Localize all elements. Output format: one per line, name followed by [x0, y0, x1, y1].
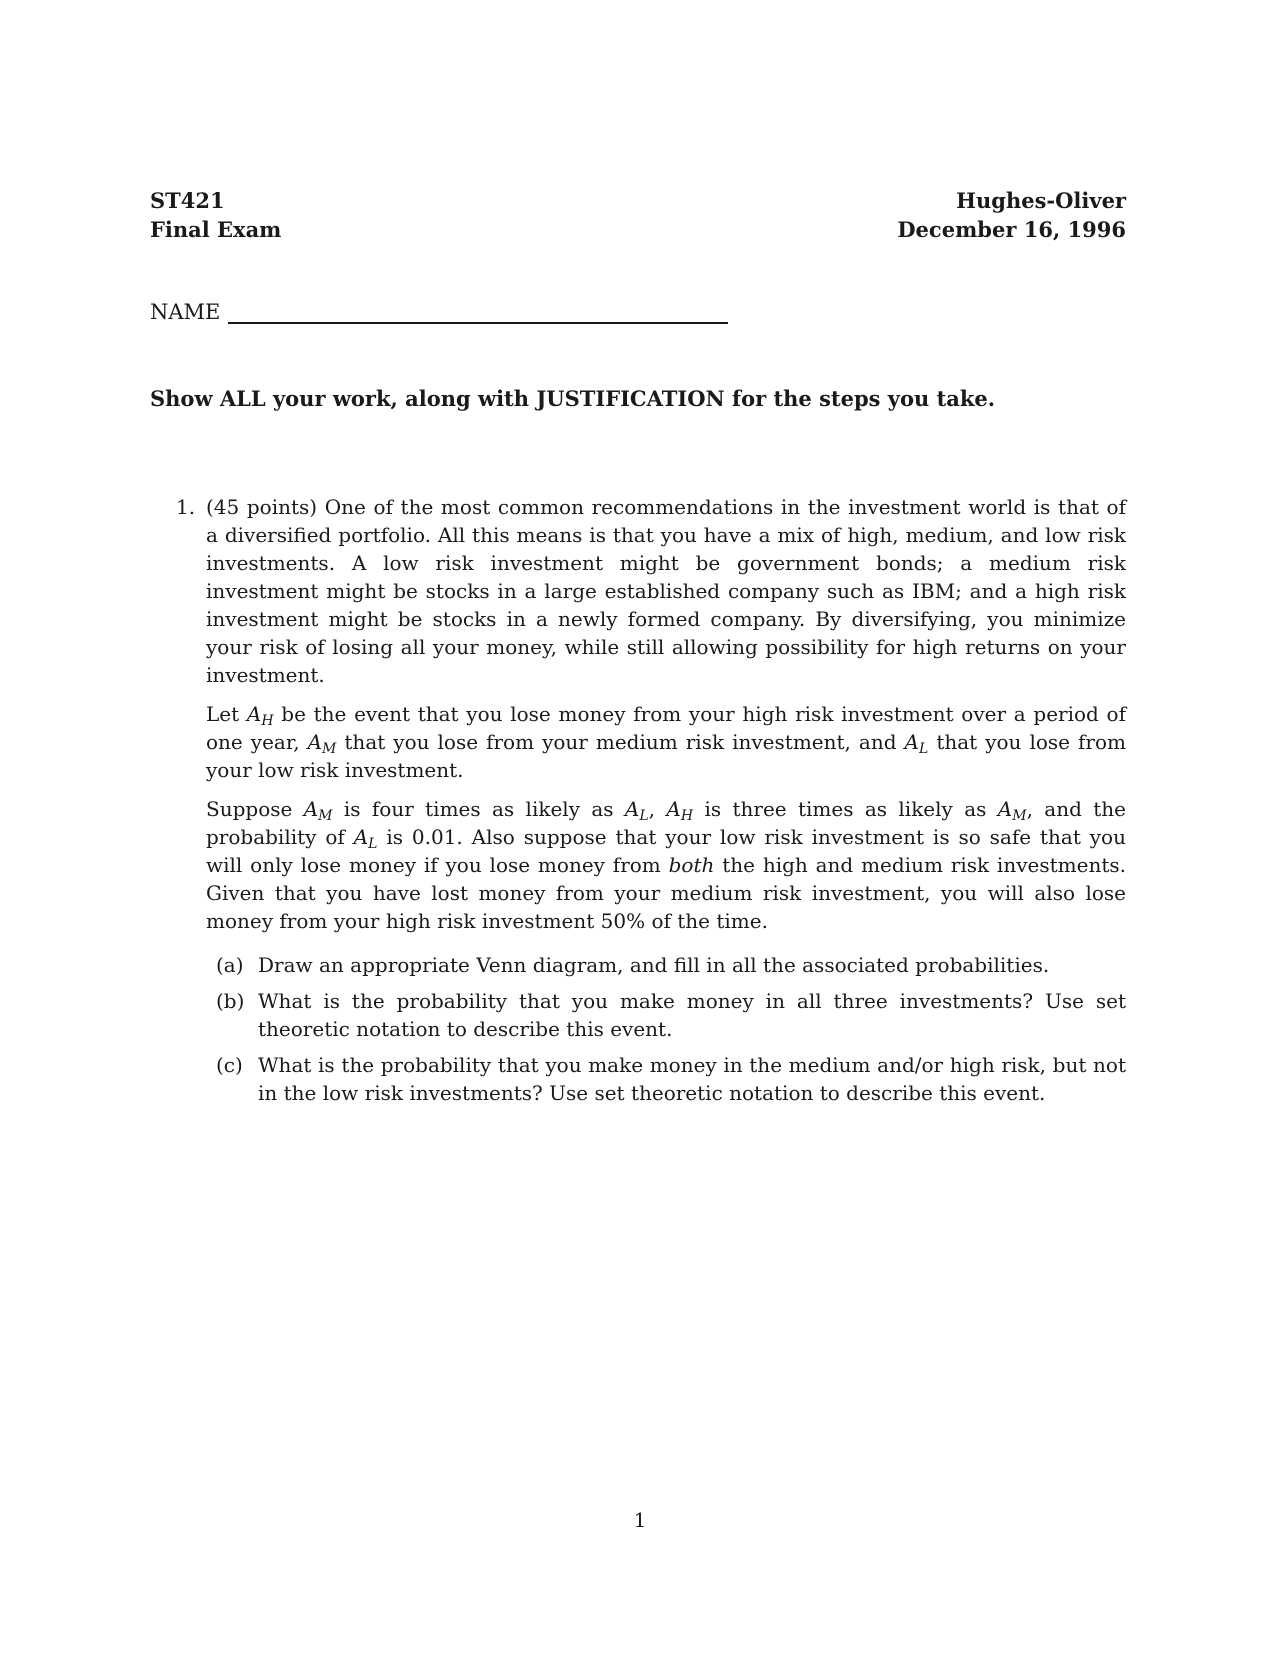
symbol-a-h: $A_H$ — [666, 797, 694, 824]
question-part-c — [216, 1051, 1126, 1107]
header-left — [150, 186, 281, 244]
part-text: Draw an appropriate Venn diagram, and fill in all the associated probabilities. — [258, 953, 1050, 977]
symbol-a-l: $A_L$ — [624, 797, 649, 824]
name-field-row — [150, 300, 728, 324]
header-right — [897, 186, 1126, 244]
question-paragraph-events: Let $A_H$ be the event that you lose money from your high risk investment over a period of one year, $A_M$ that you lose from your medium risk investment, and $A_L$ that you lose from your low risk investment. — [206, 702, 1126, 782]
symbol-a-l: $A_L$ — [353, 825, 378, 852]
question-parts — [216, 951, 1126, 1107]
question-part-a — [216, 951, 1126, 979]
part-text: What is the probability that you make money in the medium and/or high risk, but not in the low risk investments? Use set theoretic notation to describe this event. — [258, 1053, 1126, 1105]
instructions: Show ALL your work, along with JUSTIFICATION for the steps you take. — [150, 386, 996, 411]
question-part-b — [216, 987, 1126, 1043]
question-number: 1. — [176, 495, 196, 519]
instructor-name: Hughes-Oliver — [956, 188, 1126, 213]
symbol-a-l: $A_L$ — [904, 730, 929, 757]
exam-title: Final Exam — [150, 217, 282, 242]
part-label: (b) — [216, 989, 245, 1013]
part-label: (c) — [216, 1053, 243, 1077]
question-paragraph-assumptions: Suppose $A_M$ is four times as likely as $A_L$, $A_H$ is three times as likely as $A_M$, and the probability of $A_L$ is 0.01. Also suppose that your low risk investment is so safe that you will only lose money if you lose money from both the high and medium risk investments. Given that you have lost money from your medium risk investment, you will also lose money from your high risk investment 50% of the time. — [206, 797, 1127, 933]
symbol-a-m: $A_M$ — [303, 797, 333, 824]
part-label: (a) — [216, 953, 244, 977]
page-number: 1 — [633, 1508, 647, 1532]
name-label: NAME — [150, 300, 221, 324]
name-blank-line[interactable] — [228, 300, 728, 324]
question-body — [206, 493, 1126, 1107]
symbol-a-m: $A_M$ — [307, 730, 337, 757]
emphasis-both: both — [668, 853, 715, 877]
exam-date: December 16, 1996 — [897, 217, 1126, 242]
question-1 — [176, 493, 1126, 1115]
symbol-a-m: $A_M$ — [997, 797, 1027, 824]
question-intro: (45 points) One of the most common recommendations in the investment world is that of a diversified portfolio. All this means is that you have a mix of high, medium, and low risk investments. A low risk investment might be government bonds; a medium risk investment might be stocks in a large established company such as IBM; and a high risk investment might be stocks in a newly formed company. By diversifying, you minimize your risk of losing all your money, while still allowing possibility for high returns on your investment. — [206, 495, 1126, 687]
course-code: ST421 — [150, 188, 225, 213]
part-text: What is the probability that you make money in all three investments? Use set theoretic notation to describe this event. — [258, 989, 1126, 1041]
symbol-a-h: $A_H$ — [246, 702, 274, 729]
